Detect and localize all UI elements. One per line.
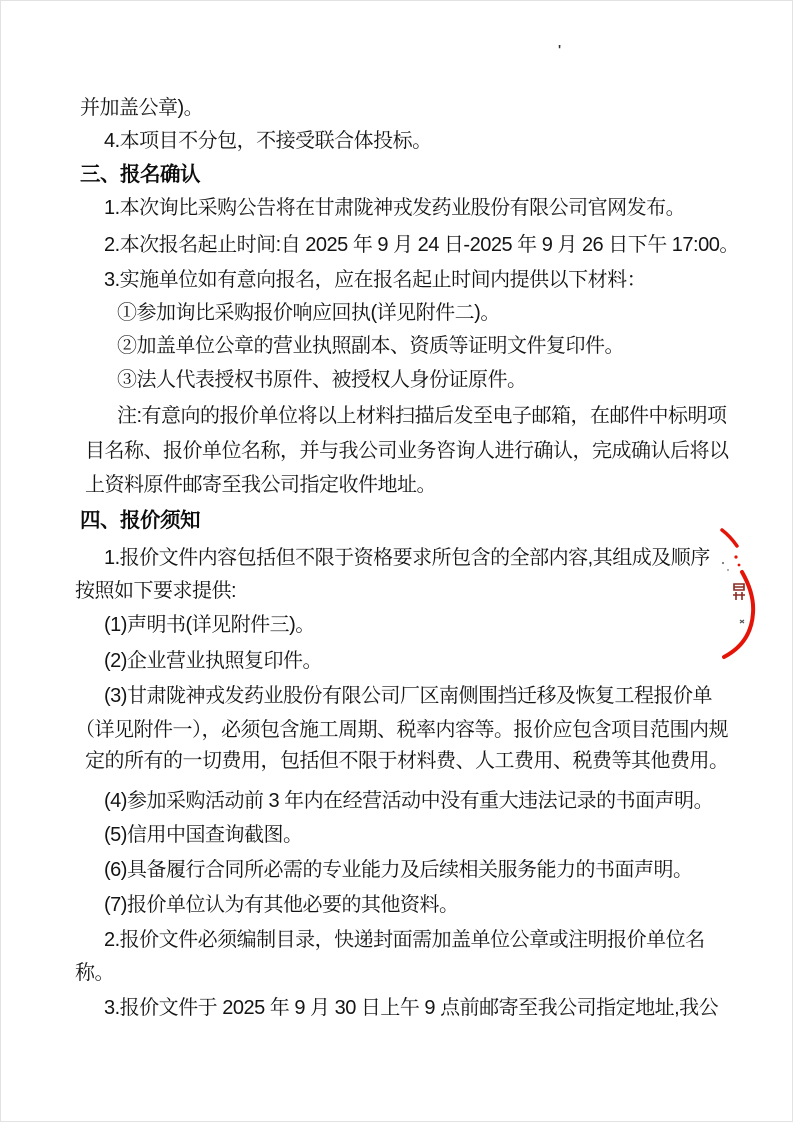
text-line: (7)报价单位认为有其他必要的其他资料。 (104, 894, 459, 916)
text-line: 1.报价文件内容包括但不限于资格要求所包含的全部内容,其组成及顺序 (104, 547, 710, 569)
seal-tiny-glyphs (733, 584, 745, 600)
text-line: 2.本次报名起止时间:自 2025 年 9 月 24 日-2025 年 9 月 26 日下午 17:00。 (104, 234, 739, 256)
text-line: 3.实施单位如有意向报名，应在报名起止时间内提供以下材料： (104, 269, 647, 291)
text-line: 4.本项目不分包，不接受联合体投标。 (104, 130, 432, 152)
text-line: 上资料原件邮寄至我公司指定收件地址。 (85, 474, 436, 496)
stray-scan-mark: ' (558, 42, 562, 57)
text-line: (4)参加采购活动前 3 年内在经营活动中没有重大违法记录的书面声明。 (104, 790, 714, 812)
seal-arc-tip (722, 530, 737, 546)
seal-dot (734, 555, 737, 558)
text-line: (1)声明书(详见附件三)。 (104, 614, 315, 636)
section-heading-quotation: 四、报价须知 (80, 509, 200, 532)
text-line: ②加盖单位公章的营业执照副本、资质等证明文件复印件。 (117, 335, 624, 357)
text-line: 定的所有的一切费用，包括但不限于材料费、人工费用、税费等其他费用。 (85, 750, 729, 772)
text-line: （详见附件一），必须包含施工周期、税率内容等。报价应包含项目范围内规 (75, 719, 728, 741)
text-line: ①参加询比采购报价响应回执(详见附件二)。 (117, 302, 500, 324)
text-line: (6)具备履行合同所必需的专业能力及后续相关服务能力的书面声明。 (104, 859, 693, 881)
text-line: 按照如下要求提供: (75, 580, 237, 602)
text-line: (3)甘肃陇神戎发药业股份有限公司厂区南侧围挡迁移及恢复工程报价单 (104, 685, 712, 707)
text-line: (5)信用中国查询截图。 (104, 824, 303, 846)
seal-speck (722, 562, 724, 564)
text-line: 3.报价文件于 2025 年 9 月 30 日上午 9 点前邮寄至我公司指定地址,我公 (104, 997, 719, 1019)
seal-cross-speck (740, 620, 744, 623)
text-line: 1.本次询比采购公告将在甘肃陇神戎发药业股份有限公司官网发布。 (104, 197, 686, 219)
text-line: (2)企业营业执照复印件。 (104, 650, 322, 672)
section-heading-registration: 三、报名确认 (80, 163, 200, 186)
red-seal-stamp-fragment (703, 518, 793, 673)
text-line: 2.报价文件必须编制目录，快递封面需加盖单位公章或注明报价单位名 (104, 929, 705, 951)
text-line: 注:有意向的报价单位将以上材料扫描后发至电子邮箱，在邮件中标明项 (117, 405, 727, 427)
seal-arc (724, 572, 753, 657)
text-line: 目名称、报价单位名称，并与我公司业务咨询人进行确认，完成确认后将以 (85, 440, 729, 462)
seal-speck (727, 569, 729, 571)
seal-dot (738, 564, 741, 567)
text-line: ③法人代表授权书原件、被授权人身份证原件。 (117, 369, 527, 391)
text-line: 称。 (75, 962, 114, 984)
text-line: 并加盖公章)。 (80, 97, 204, 119)
